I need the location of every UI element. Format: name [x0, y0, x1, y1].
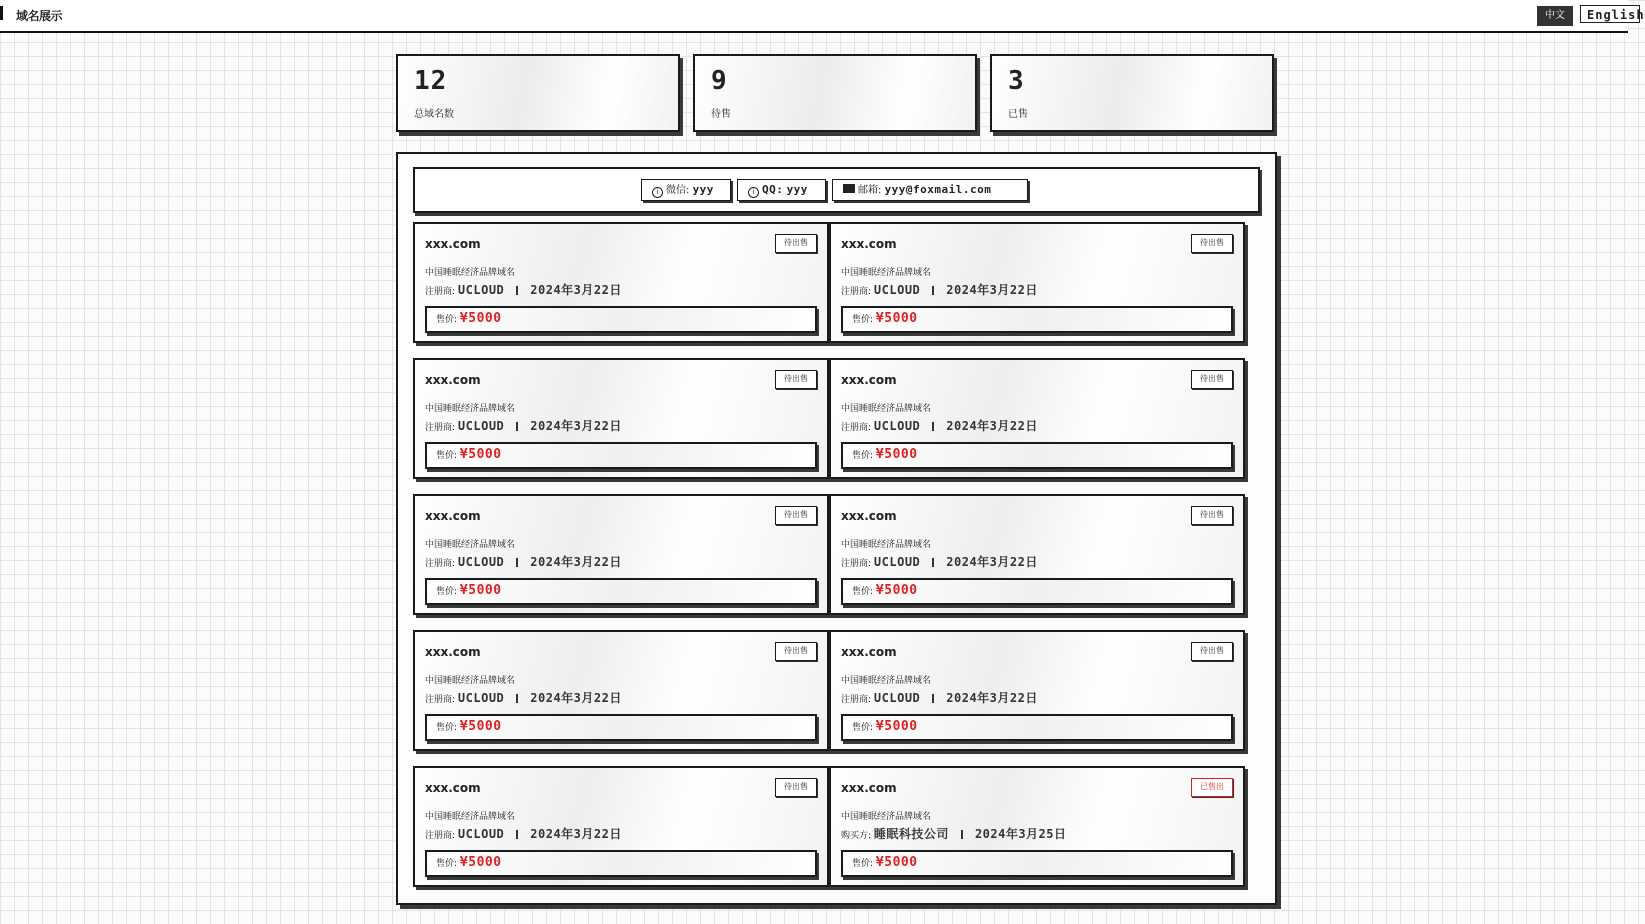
domain-meta: [841, 689, 1038, 706]
domain-date: 2024年3月25日: [974, 827, 1067, 841]
status-badge: 待出售: [1191, 506, 1233, 525]
price-value: ¥5000: [875, 447, 918, 462]
domain-description: 中国睡眠经济品牌域名: [841, 676, 932, 686]
price-box: [425, 306, 817, 333]
wechat-value: yyy: [692, 183, 714, 196]
domain-description: 中国睡眠经济品牌域名: [841, 812, 932, 822]
price-box: [425, 714, 817, 741]
price-label: 售价:: [436, 723, 458, 733]
price-label: 售价:: [852, 587, 874, 597]
party-label: 注册商:: [425, 559, 456, 569]
party-value: UCLOUD: [457, 555, 505, 569]
price-value: ¥5000: [459, 311, 502, 326]
status-badge: 待出售: [1191, 642, 1233, 661]
price-label: 售价:: [436, 587, 458, 597]
domain-meta: [841, 417, 1038, 434]
qq-label: QQ:: [762, 183, 784, 196]
domain-description: 中国睡眠经济品牌域名: [425, 676, 516, 686]
wechat-label: 微信:: [666, 185, 690, 196]
price-value: ¥5000: [459, 855, 502, 870]
party-label: 注册商:: [841, 423, 872, 433]
lang-zh-button[interactable]: 中文: [1537, 6, 1573, 26]
party-label: 注册商:: [841, 559, 872, 569]
status-badge: 已售出: [1191, 778, 1233, 797]
party-label: 注册商:: [425, 287, 456, 297]
price-value: ¥5000: [875, 311, 918, 326]
domain-description: 中国睡眠经济品牌域名: [425, 812, 516, 822]
price-box: [841, 306, 1233, 333]
contact-bar: [413, 167, 1260, 213]
status-badge: 待出售: [775, 778, 817, 797]
price-label: 售价:: [436, 451, 458, 461]
domain-meta: [841, 825, 1067, 842]
party-value: UCLOUD: [873, 283, 921, 297]
domain-card[interactable]: [829, 630, 1245, 751]
domain-date: 2024年3月22日: [530, 827, 622, 841]
domain-date: 2024年3月22日: [530, 691, 622, 705]
domain-meta: [425, 825, 622, 842]
price-box: [841, 714, 1233, 741]
meta-divider: [516, 558, 518, 567]
price-box: [841, 578, 1233, 605]
status-badge: 待出售: [1191, 370, 1233, 389]
domain-name: xxx.com: [841, 509, 897, 523]
party-label: 注册商:: [841, 695, 872, 705]
party-value: UCLOUD: [457, 419, 505, 433]
domain-description: 中国睡眠经济品牌域名: [841, 404, 932, 414]
price-box: [425, 850, 817, 877]
info-circle-icon: i: [748, 187, 759, 198]
top-header: [0, 0, 1645, 33]
domain-card[interactable]: [829, 766, 1245, 887]
price-label: 售价:: [436, 315, 458, 325]
domain-name: xxx.com: [425, 237, 481, 251]
header-mark: [0, 6, 3, 20]
domain-date: 2024年3月22日: [946, 691, 1038, 705]
party-label: 注册商:: [425, 695, 456, 705]
price-label: 售价:: [436, 859, 458, 869]
domain-card[interactable]: [413, 494, 829, 615]
domain-card[interactable]: [829, 222, 1245, 343]
price-value: ¥5000: [875, 583, 918, 598]
domain-name: xxx.com: [841, 373, 897, 387]
domain-date: 2024年3月22日: [530, 419, 622, 433]
meta-divider: [516, 286, 518, 295]
email-label: 邮箱:: [858, 185, 882, 196]
domain-card[interactable]: [829, 358, 1245, 479]
status-badge: 待出售: [775, 370, 817, 389]
meta-divider: [516, 830, 518, 839]
domain-name: xxx.com: [425, 373, 481, 387]
domain-date: 2024年3月22日: [946, 555, 1038, 569]
stat-sold-label: 已售: [1008, 109, 1028, 120]
party-label: 购买方:: [841, 831, 872, 841]
envelope-icon: [843, 184, 855, 193]
domain-date: 2024年3月22日: [530, 283, 622, 297]
price-label: 售价:: [852, 859, 874, 869]
info-circle-icon: i: [652, 187, 663, 198]
domain-card[interactable]: [413, 222, 829, 343]
domain-description: 中国睡眠经济品牌域名: [425, 268, 516, 278]
party-label: 注册商:: [425, 831, 456, 841]
price-box: [425, 442, 817, 469]
price-value: ¥5000: [875, 719, 918, 734]
stat-pending-label: 待售: [711, 109, 731, 120]
price-value: ¥5000: [459, 719, 502, 734]
stat-sold-value: 3: [1008, 66, 1025, 96]
domain-date: 2024年3月22日: [946, 419, 1038, 433]
domain-card[interactable]: [829, 494, 1245, 615]
party-label: 注册商:: [425, 423, 456, 433]
stat-total-card: [396, 54, 680, 132]
domain-meta: [425, 689, 622, 706]
domain-name: xxx.com: [841, 781, 897, 795]
party-value: UCLOUD: [457, 691, 505, 705]
party-value: UCLOUD: [873, 555, 921, 569]
domain-date: 2024年3月22日: [530, 555, 622, 569]
price-value: ¥5000: [875, 855, 918, 870]
stat-total-label: 总域名数: [414, 109, 454, 120]
status-badge: 待出售: [775, 506, 817, 525]
price-value: ¥5000: [459, 583, 502, 598]
status-badge: 待出售: [775, 642, 817, 661]
domain-name: xxx.com: [425, 509, 481, 523]
qq-chip[interactable]: [737, 179, 826, 201]
domain-name: xxx.com: [425, 781, 481, 795]
domain-card[interactable]: [413, 766, 829, 887]
party-value: UCLOUD: [873, 419, 921, 433]
domain-date: 2024年3月22日: [946, 283, 1038, 297]
wechat-chip[interactable]: [641, 179, 731, 201]
price-label: 售价:: [852, 315, 874, 325]
stat-pending-card: [693, 54, 977, 132]
domain-meta: [425, 553, 622, 570]
domain-name: xxx.com: [425, 645, 481, 659]
price-value: ¥5000: [459, 447, 502, 462]
meta-divider: [516, 422, 518, 431]
qq-value: yyy: [786, 183, 808, 196]
price-label: 售价:: [852, 723, 874, 733]
party-value: 睡眠科技公司: [873, 827, 949, 841]
domain-description: 中国睡眠经济品牌域名: [425, 404, 516, 414]
domain-description: 中国睡眠经济品牌域名: [841, 540, 932, 550]
party-value: UCLOUD: [873, 691, 921, 705]
meta-divider: [932, 694, 934, 703]
email-chip[interactable]: [832, 179, 1028, 201]
domain-meta: [425, 417, 622, 434]
stat-total-value: 12: [414, 66, 448, 96]
domain-card[interactable]: [413, 358, 829, 479]
lang-en-button[interactable]: English: [1580, 5, 1640, 23]
meta-divider: [516, 694, 518, 703]
email-value: yyy@foxmail.com: [884, 183, 992, 196]
domain-meta: [425, 281, 622, 298]
meta-divider: [932, 558, 934, 567]
price-box: [841, 442, 1233, 469]
price-box: [841, 850, 1233, 877]
party-value: UCLOUD: [457, 283, 505, 297]
domain-name: xxx.com: [841, 237, 897, 251]
meta-divider: [932, 286, 934, 295]
domain-description: 中国睡眠经济品牌域名: [841, 268, 932, 278]
domain-name: xxx.com: [841, 645, 897, 659]
meta-divider: [961, 830, 963, 839]
status-badge: 待出售: [1191, 234, 1233, 253]
party-value: UCLOUD: [457, 827, 505, 841]
domain-description: 中国睡眠经济品牌域名: [425, 540, 516, 550]
stat-pending-value: 9: [711, 66, 728, 96]
domain-meta: [841, 553, 1038, 570]
price-label: 售价:: [852, 451, 874, 461]
meta-divider: [932, 422, 934, 431]
page-title: 域名展示: [16, 9, 63, 23]
domain-panel: [396, 152, 1277, 905]
domain-card[interactable]: [413, 630, 829, 751]
stat-sold-card: [990, 54, 1274, 132]
price-box: [425, 578, 817, 605]
domain-meta: [841, 281, 1038, 298]
status-badge: 待出售: [775, 234, 817, 253]
party-label: 注册商:: [841, 287, 872, 297]
